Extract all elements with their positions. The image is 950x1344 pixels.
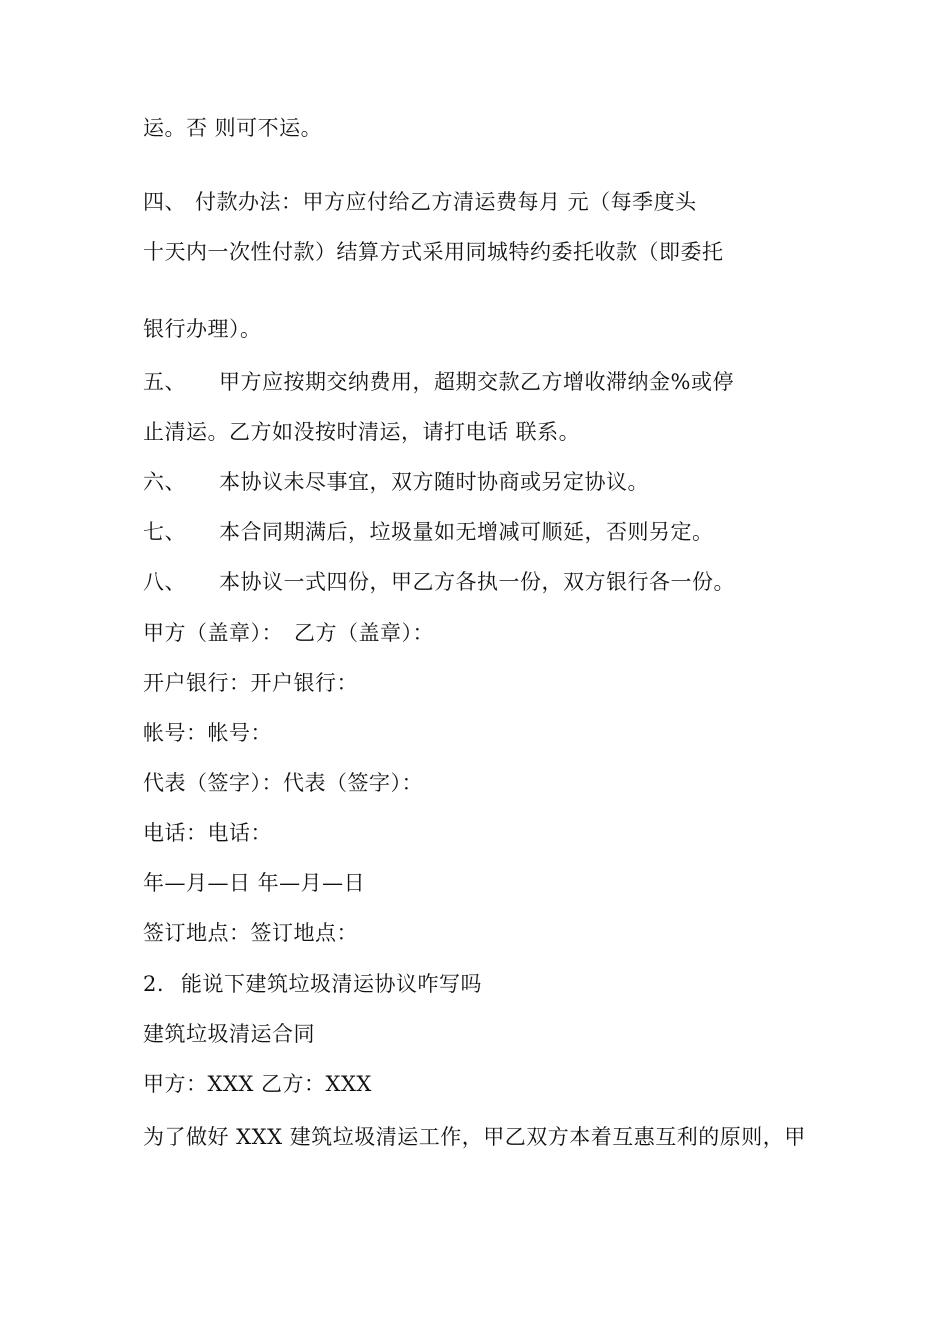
location-line	[143, 920, 358, 946]
contract-title	[143, 1021, 315, 1047]
text-line	[143, 1124, 806, 1150]
clause-number: 六、	[143, 470, 186, 494]
section-two-heading	[143, 971, 482, 997]
clause-six-line	[143, 469, 649, 495]
account-line	[143, 720, 272, 746]
bank-line	[143, 670, 358, 696]
parties-line	[143, 1071, 372, 1097]
clause-four-line	[143, 189, 697, 215]
line-text: 为了做好 XXX 建筑垃圾清运工作，甲乙双方本着互惠互利的原则，甲	[143, 1125, 806, 1149]
clause-eight-line	[143, 569, 735, 595]
line-text: 建筑垃圾清运合同	[143, 1022, 315, 1046]
line-text: 银行办理）。	[143, 317, 262, 341]
section-number: 2.	[143, 972, 165, 996]
line-text: 开户银行：开户银行：	[143, 671, 358, 695]
line-text: 年—月—日 年—月—日	[143, 871, 366, 895]
clause-five-line	[143, 369, 734, 395]
line-text: 电话：电话：	[143, 821, 272, 845]
line-text: 能说下建筑垃圾清运协议咋写吗	[181, 972, 482, 996]
line-text: 甲方：XXX 乙方：XXX	[143, 1072, 372, 1096]
line-text: 甲方应按期交纳费用，超期交款乙方增收滞纳金%或停	[219, 370, 734, 394]
text-line	[143, 316, 262, 342]
line-text: 本合同期满后，垃圾量如无增减可顺延，否则另定。	[219, 520, 714, 544]
clause-seven-line	[143, 519, 714, 545]
clause-number: 五、	[143, 370, 186, 394]
line-text: 帐号：帐号：	[143, 721, 272, 745]
text-line	[143, 115, 322, 141]
clause-number: 七、	[143, 520, 186, 544]
line-text: 本协议一式四份，甲乙方各执一份，双方银行各一份。	[219, 570, 735, 594]
line-text: 代表（签字）：代表（签字）：	[143, 771, 423, 795]
text-line	[143, 239, 724, 265]
signature-party-line	[143, 620, 434, 646]
representative-line	[143, 770, 423, 796]
line-text: 十天内一次性付款）结算方式采用同城特约委托收款（即委托	[143, 240, 724, 264]
line-text: 运。否 则可不运。	[143, 116, 323, 140]
line-text: 付款办法：甲方应付给乙方清运费每月 元（每季度头	[195, 190, 697, 214]
clause-number: 四、	[143, 190, 186, 214]
phone-line	[143, 820, 272, 846]
line-text: 签订地点：签订地点：	[143, 921, 358, 945]
date-line	[143, 870, 365, 896]
line-text: 本协议未尽事宜，双方随时协商或另定协议。	[219, 470, 649, 494]
clause-number: 八、	[143, 570, 186, 594]
text-line	[143, 419, 580, 445]
line-text: 止清运。乙方如没按时清运，请打电话 联系。	[143, 420, 581, 444]
line-text: 甲方（盖章）： 乙方（盖章）：	[143, 621, 434, 645]
